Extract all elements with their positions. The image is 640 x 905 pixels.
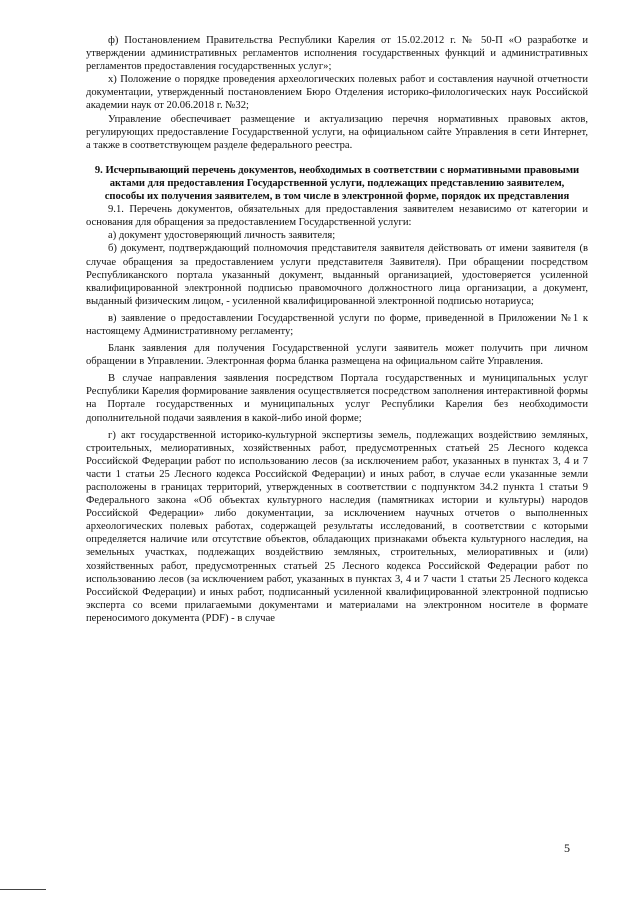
paragraph-blank-form: Бланк заявления для получения Государственной услуги заявитель может получить при личном обращении в Управлении. Электронная форма бланка размещена на официальном сайте Управления. [86, 343, 588, 368]
paragraph-registry-note: Управление обеспечивает размещение и актуализацию перечня нормативных правовых актов, регулирующих предоставление Государственной услуги, на официальном сайте Управления в сети Интернет, а также в соответствующем разделе федерального реестра. [86, 113, 588, 151]
paragraph-item-v: в) заявление о предоставлении Государственной услуги по форме, приведенной в Приложении №1 к настоящему Административному регламенту; [86, 312, 588, 337]
paragraph-9-1: 9.1. Перечень документов, обязательных для предоставления заявителем независимо от категории и основания для обращения за предоставлением Государственной услуги: [86, 204, 588, 229]
scan-edge-line [0, 889, 46, 890]
paragraph-item-b: б) документ, подтверждающий полномочия представителя заявителя действовать от имени заявителя (в случае обращения за предоставлением услуги представителя Заявителя). При обращении посредством Республиканского портала указанный документ, выданный организацией, удостоверяется усиленной квалифицированной электронной подписью правомочного должностного лица организации, а документ, выданный физическим лицом, - усиленной квалифицированной электронной подписью нотариуса; [86, 243, 588, 307]
paragraph-portal-submission: В случае направления заявления посредством Портала государственных и муниципальных услуг Республики Карелия формирование заявления осуществляется посредством заполнения интерактивной формы на Портале государственных и муниципальных услуг Республики Карелия без необходимости дополнительной подачи заявления в какой-либо иной форме; [86, 373, 588, 424]
section-heading: 9. Исчерпывающий перечень документов, необходимых в соответствии с нормативными правовыми актами для предоставления Государственной услуги, подлежащих представлению заявителем, способы их получения заявителем, в том числе в электронной форме, порядок их представления [94, 164, 580, 203]
page-number: 5 [564, 841, 570, 855]
paragraph-item-f: ф) Постановлением Правительства Республики Карелия от 15.02.2012 г. № 50-П «О разработке и утверждении административных регламентов исполнения государственных функций и административных регламентов предоставления государственных услуг»; [86, 35, 588, 73]
paragraph-item-a: а) документ удостоверяющий личность заявителя; [108, 230, 336, 242]
paragraph-item-kh: х) Положение о порядке проведения археологических полевых работ и составления научной отчетности документации, утвержденный постановлением Бюро Отделения историко-филологических наук Российской академии наук от 20.06.2018 г. №32; [86, 74, 588, 112]
paragraph-item-g: г) акт государственной историко-культурной экспертизы земель, подлежащих воздействию земляных, строительных, мелиоративных, хозяйственных работ, предусмотренных статьей 25 Лесного кодекса Российской Федерации работ по использованию лесов (за исключением работ, указанных в пунктах 3, 4 и 7 части 1 статьи 25 Лесного кодекса Российской Федерации) и иных работ, в случае если указанные земли расположены в границах территорий, утвержденных в соответствии с подпунктом 34.2 пункта 1 статьи 9 Федерального закона «Об объектах культурного наследия (памятниках истории и культуры) народов Российской Федерации» либо документации, за исключением научных отчетов о выполненных археологических полевых работах, содержащей результаты исследований, в соответствии с которыми определяется наличие или отсутствие объектов, обладающих признаками объекта культурного наследия, на земельных участках, подлежащих воздействию земляных, строительных, мелиоративных и (или) хозяйственных работ, предусмотренных статьей 25 Лесного кодекса Российской Федерации работ по использованию лесов (за исключением работ, указанных в пунктах 3, 4 и 7 части 1 статьи 25 Лесного кодекса Российской Федерации) и иных работ, подписанный усиленной квалифицированной электронной подписью эксперта со всеми прилагаемыми документами и материалами на электронном носителе в формате переносимого документа (PDF) - в случае [86, 429, 588, 624]
